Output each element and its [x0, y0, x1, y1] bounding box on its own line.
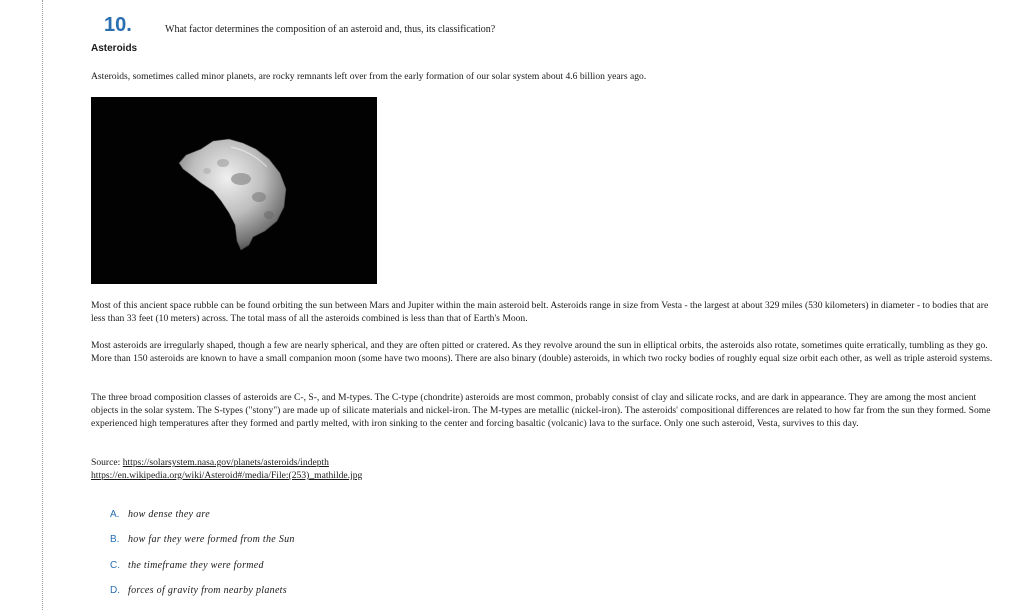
- answer-choice-b[interactable]: [110, 534, 295, 548]
- asteroid-image: [91, 97, 377, 284]
- source-link-nasa[interactable]: https://solarsystem.nasa.gov/planets/asteroids/indepth: [122, 457, 329, 468]
- passage-intro: Asteroids, sometimes called minor planets, are rocky remnants left over from the early formation of our solar system about 4.6 billion years ago.: [91, 71, 647, 82]
- choice-letter: B.: [110, 534, 120, 545]
- passage-paragraph-2: Most asteroids are irregularly shaped, though a few are nearly spherical, and they are often pitted or cratered. As they revolve around the sun in elliptical orbits, the asteroids also rotate, sometimes quite erratically, tumbling as they go. More than 150 asteroids are known to have a small companion moon (some have two moons). There are also binary (double) asteroids, in which two rocky bodies of roughly equal size orbit each other, as well as triple asteroid systems.: [91, 340, 993, 364]
- source-label: Source:: [91, 457, 121, 468]
- answer-choice-c[interactable]: [110, 560, 264, 574]
- choice-text: forces of gravity from nearby planets: [128, 585, 287, 596]
- choice-text: the timeframe they were formed: [128, 560, 264, 571]
- passage-paragraph-3: The three broad composition classes of asteroids are C-, S-, and M-types. The C-type (chondrite) asteroids are most common, probably consist of clay and silicate rocks, and are dark in appearance. They are among the most ancient objects in the solar system. The S-types ("stony") are made up of silicate materials and nickel-iron. The M-types are metallic (nickel-iron). The asteroids' compositional differences are related to how far from the sun they formed. Some experienced high temperatures after they formed and partly melted, with iron sinking to the center and forcing basaltic (volcanic) lava to the surface. Only one such asteroid, Vesta, survives to this day.: [91, 392, 991, 429]
- source-link-wikipedia[interactable]: https://en.wikipedia.org/wiki/Asteroid#/media/File:(253)_mathilde.jpg: [91, 470, 363, 481]
- choice-letter: A.: [110, 509, 120, 520]
- passage-paragraph-1: Most of this ancient space rubble can be found orbiting the sun between Mars and Jupiter within the main asteroid belt. Asteroids range in size from Vesta - the largest at about 329 miles (530 kilometers) in diameter - to bodies that are less than 33 feet (10 meters) across. The total mass of all the asteroids combined is less than that of Earth's Moon.: [91, 300, 989, 324]
- page-margin-rule: [42, 0, 43, 610]
- source-citation: [91, 456, 362, 482]
- asteroid-photo-svg: [91, 97, 377, 284]
- choice-letter: C.: [110, 560, 120, 571]
- question-number: 10.: [104, 14, 132, 36]
- answer-choice-d[interactable]: [110, 585, 287, 599]
- choice-text: how far they were formed from the Sun: [128, 534, 295, 545]
- choice-letter: D.: [110, 585, 120, 596]
- answer-choice-a[interactable]: [110, 509, 210, 523]
- choice-text: how dense they are: [128, 509, 210, 520]
- passage-heading: Asteroids: [91, 43, 138, 54]
- question-prompt: What factor determines the composition of an asteroid and, thus, its classification?: [165, 24, 496, 35]
